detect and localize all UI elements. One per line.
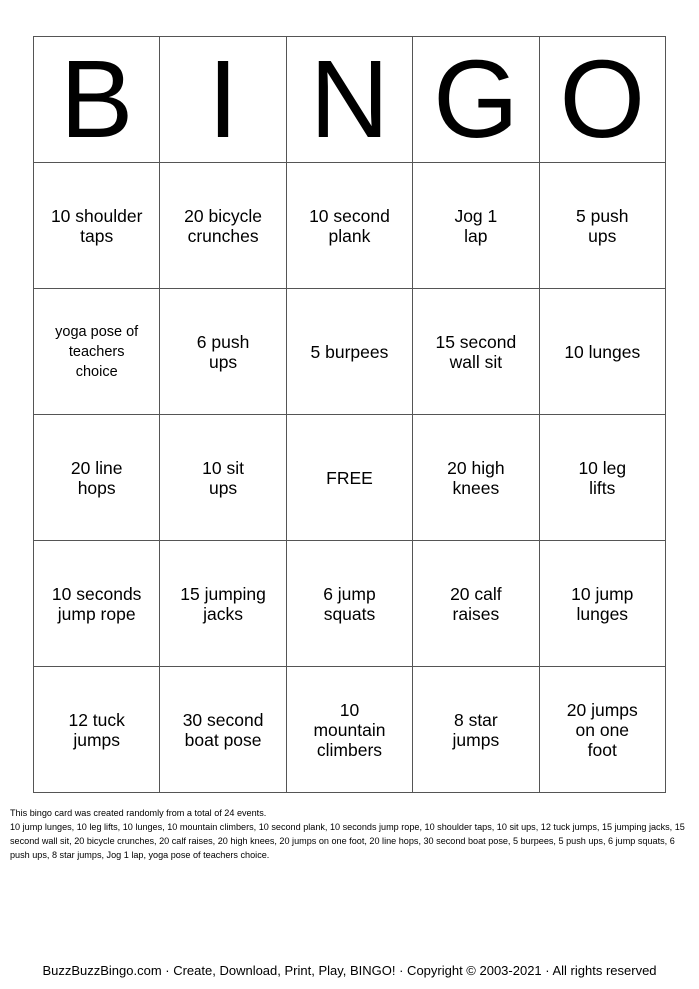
header-letter-i: I: [160, 37, 286, 163]
header-letter-b: B: [34, 37, 160, 163]
site-footer: BuzzBuzzBingo.com · Create, Download, Print, Play, BINGO! · Copyright © 2003-2021 · All rights reserved: [42, 963, 657, 978]
bingo-cell-text: 8 star jumps: [452, 709, 500, 750]
bingo-cell-text: Jog 1 lap: [454, 205, 498, 246]
bingo-card: [33, 36, 666, 793]
bingo-cell: [539, 163, 665, 289]
free-space: [286, 415, 412, 541]
bingo-cell: [539, 289, 665, 415]
bingo-header-row: [34, 37, 666, 163]
bingo-cell: [539, 667, 665, 793]
bingo-row: [34, 163, 666, 289]
bingo-cell-text: FREE: [326, 467, 373, 488]
bingo-row: [34, 415, 666, 541]
bingo-cell-text: 10 lunges: [564, 341, 641, 362]
bingo-cell: [160, 163, 286, 289]
bingo-cell: [413, 163, 539, 289]
bingo-cell-text: 5 burpees: [310, 341, 389, 362]
bingo-row: [34, 667, 666, 793]
bingo-cell-text: 12 tuck jumps: [68, 709, 125, 750]
bingo-cell: [286, 289, 412, 415]
bingo-cell: [160, 289, 286, 415]
bingo-cell-text: 6 jump squats: [323, 583, 376, 624]
bingo-cell-text: 20 bicycle crunches: [184, 205, 262, 246]
bingo-cell: [34, 541, 160, 667]
bingo-cell: [34, 667, 160, 793]
bingo-cell: [286, 667, 412, 793]
bingo-cell: [539, 541, 665, 667]
bingo-cell: [160, 415, 286, 541]
bingo-cell-text: 10 seconds jump rope: [51, 583, 142, 624]
card-info: [10, 806, 686, 862]
bingo-cell-text: 10 shoulder taps: [50, 205, 143, 246]
bingo-row: [34, 541, 666, 667]
bingo-cell-text: 10 jump lunges: [571, 583, 634, 624]
bingo-cell: [160, 541, 286, 667]
bingo-cell-text: 10 leg lifts: [578, 457, 627, 498]
bingo-cell-text: 20 jumps on one foot: [566, 699, 638, 760]
bingo-cell-text: 6 push ups: [196, 331, 250, 372]
bingo-cell-text: 20 high knees: [447, 457, 505, 498]
bingo-cell-text: yoga pose of teachers choice: [55, 323, 139, 380]
bingo-cell-text: 10 second plank: [309, 205, 390, 246]
bingo-cell-text: 10 sit ups: [202, 457, 244, 498]
card-info-summary: This bingo card was created randomly from a total of 24 events.: [10, 808, 267, 818]
bingo-cell: [286, 163, 412, 289]
bingo-cell: [413, 415, 539, 541]
bingo-cell: [413, 541, 539, 667]
header-letter-g: G: [413, 37, 539, 163]
bingo-cell-text: 30 second boat pose: [182, 709, 264, 750]
bingo-cell: [34, 415, 160, 541]
header-letter-o: O: [539, 37, 665, 163]
bingo-cell: [34, 289, 160, 415]
header-letter-n: N: [286, 37, 412, 163]
bingo-cell-text: 20 line hops: [70, 457, 123, 498]
bingo-cell: [286, 541, 412, 667]
bingo-cell: [539, 415, 665, 541]
bingo-cell-text: 5 push ups: [576, 205, 629, 246]
bingo-cell: [413, 289, 539, 415]
bingo-cell: [34, 163, 160, 289]
bingo-cell-text: 15 second wall sit: [435, 331, 517, 372]
bingo-cell: [160, 667, 286, 793]
bingo-cell-text: 20 calf raises: [450, 583, 502, 624]
bingo-cell-text: 10 mountain climbers: [313, 699, 386, 760]
card-info-events: 10 jump lunges, 10 leg lifts, 10 lunges, 10 mountain climbers, 10 second plank, 10 seconds jump rope, 10 shoulder taps, 10 sit ups, 12 tuck jumps, 15 jumping jacks, 15 second wall sit, 20 bicycle crunches, 20 calf raises, 20 high knees, 20 jumps on one foot, 20 line hops, 30 second boat pose, 5 burpees, 5 push ups, 6 jump squats, 6 push ups, 8 star jumps, Jog 1 lap, yoga pose of teachers choice.: [10, 822, 685, 860]
bingo-row: [34, 289, 666, 415]
bingo-cell-text: 15 jumping jacks: [180, 583, 266, 624]
bingo-cell: [413, 667, 539, 793]
